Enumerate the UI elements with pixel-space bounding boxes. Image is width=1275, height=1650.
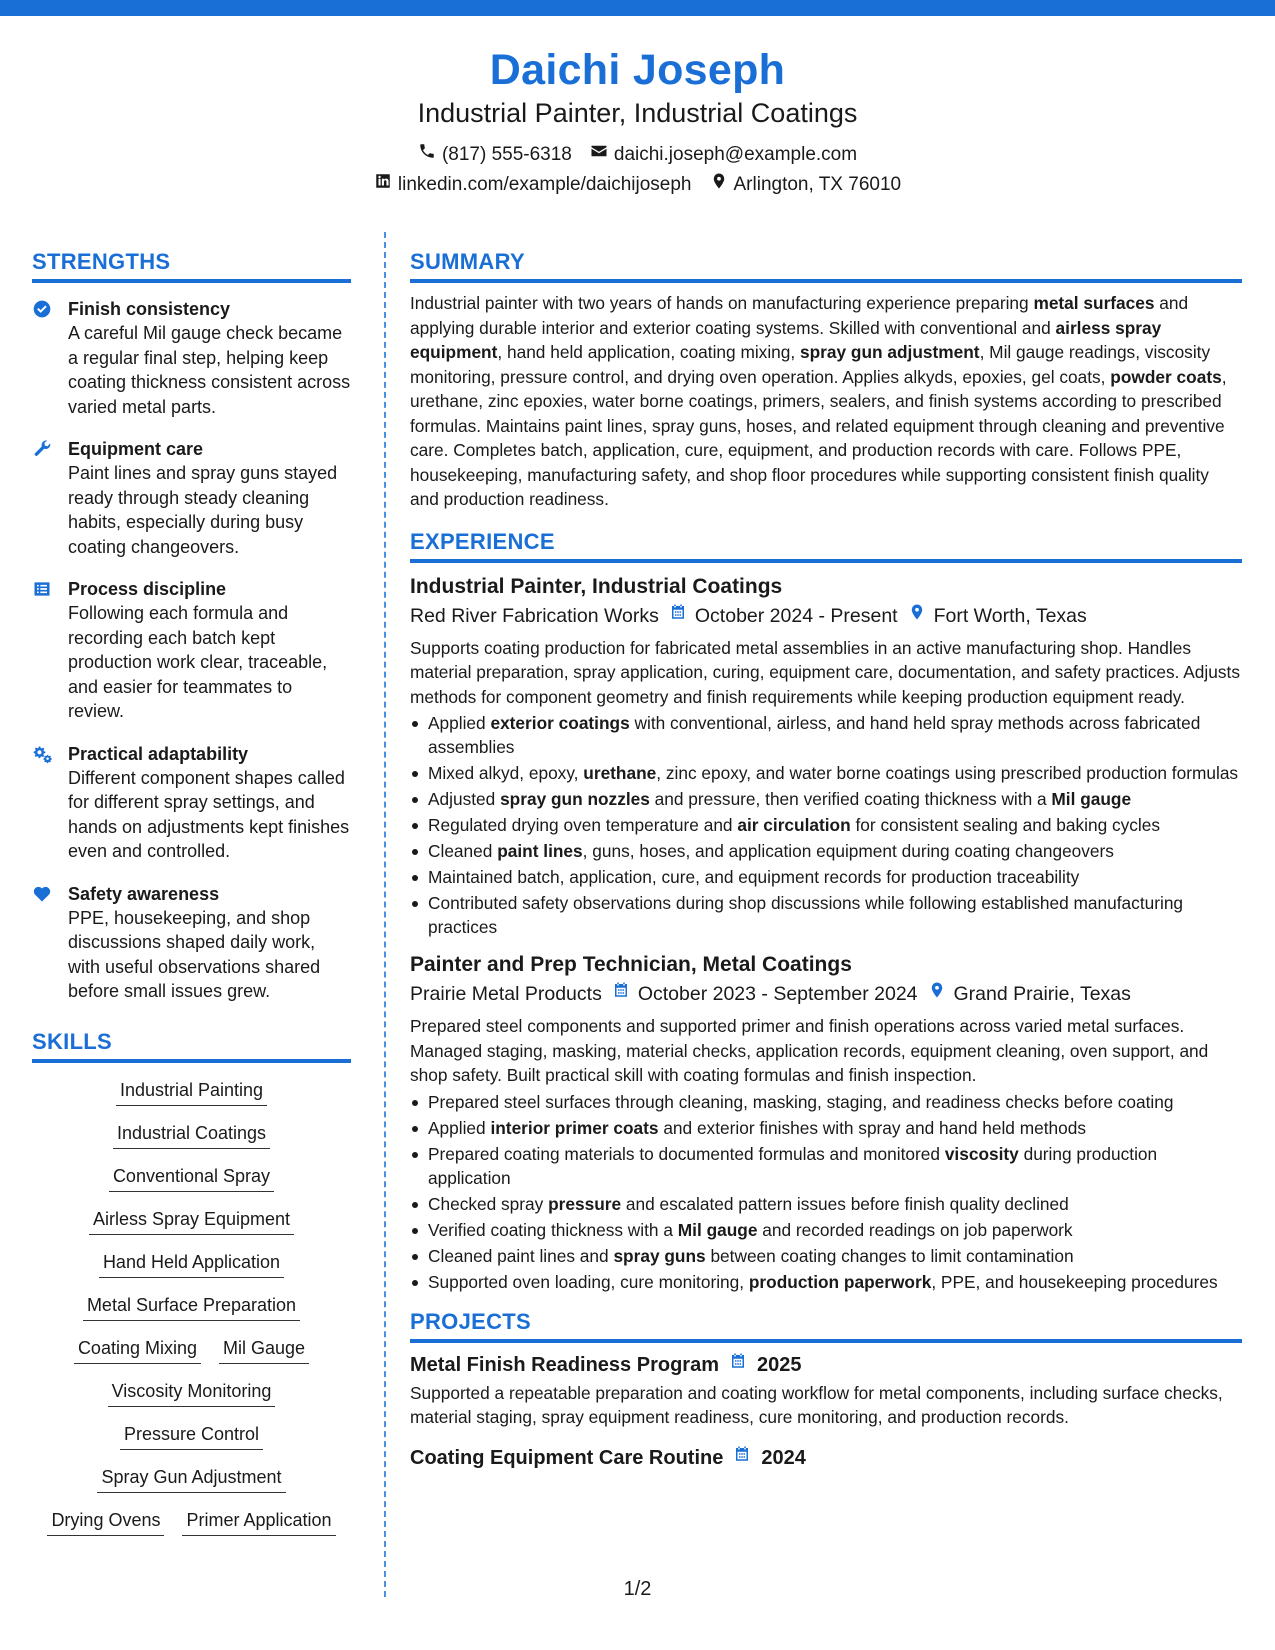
linkedin-text: linkedin.com/example/daichijoseph [397,174,692,195]
strength-body [68,882,351,1004]
text-run: Regulated drying oven temperature and [428,815,738,835]
bullet-item [410,1142,1242,1190]
bullet-item [410,1270,1242,1294]
skill-tag: Industrial Coatings [113,1120,270,1149]
strength-description: A careful Mil gauge check became a regular final step, helping keep coating thickness consistent across varied metal parts. [68,323,351,417]
strengths-list [32,297,351,1004]
bullet-item [410,1192,1242,1216]
job-dates [669,601,898,631]
job-description: Prepared steel components and supported primer and finish operations across varied metal surfaces. Managed staging, masking, material checks, application records, equipment cleaning, oven support, and shop safety. Built practical skill with coating formulas and finish inspection. [410,1016,1209,1085]
job-meta [410,979,1242,1009]
skill-tag: Viscosity Monitoring [108,1378,276,1407]
skill-tag: Industrial Painting [116,1077,267,1106]
bullet-item [410,711,1242,759]
bold-keyword: paint lines [497,841,583,861]
skills-list [32,1077,351,1536]
bold-keyword: air circulation [737,815,851,835]
text-run: and pressure, then verified coating thickness with a [649,789,1052,809]
company-name: Prairie Metal Products [410,983,602,1005]
strength-item [32,437,351,559]
strength-title: Equipment care [68,439,204,459]
list-icon [32,577,68,724]
text-run: Applied [428,1117,491,1138]
resume-header [0,44,1275,200]
text-run: , hand held application, coating mixing, [497,342,800,362]
project-year: 2024 [761,1446,806,1469]
bullet-item [410,891,1242,939]
linkedin-contact[interactable] [374,170,692,200]
map-pin-icon [710,170,728,200]
project-title [410,1444,1242,1472]
text-run: Cleaned [428,841,498,861]
strength-description: Different component shapes called for different spray settings, and hands on adjustments kept finishes even and controlled. [68,767,350,861]
text-run: Industrial painter with two years of hands on manufacturing experience preparing [410,293,1034,313]
summary-text [410,291,1242,512]
strength-title: Safety awareness [68,883,220,904]
top-accent-bar [0,0,1275,16]
strength-body [68,577,351,724]
bold-keyword: airless spray equipment [410,317,1162,362]
skill-tag: Spray Gun Adjustment [97,1464,285,1493]
text-run: Prepared coating materials to documented formulas and monitored [428,1143,945,1164]
bullet-item [410,1116,1242,1140]
strength-body [68,297,351,419]
skill-tag: Airless Spray Equipment [89,1206,294,1235]
column-divider [384,232,386,1597]
skills-heading: SKILLS [32,1028,351,1063]
linkedin-icon [374,170,392,200]
bullet-item [410,865,1242,889]
bold-keyword: powder coats [1110,366,1222,387]
strength-item [32,577,351,724]
projects-heading: PROJECTS [410,1308,1242,1343]
text-run: and applying durable interior and exterior coating systems. Skilled with conventional and [410,293,1189,338]
bold-keyword: spray gun adjustment [800,342,980,362]
candidate-headline: Industrial Painter, Industrial Coatings [417,98,858,128]
text-run: and escalated pattern issues before finish quality declined [621,1193,1069,1214]
experience-heading: EXPERIENCE [410,528,1242,563]
text-run: and recorded readings on job paperwork [757,1219,1073,1240]
page-number: 1/2 [623,1578,652,1600]
project-year: 2025 [756,1353,802,1376]
contact-row-2 [0,170,1275,200]
check-circle-icon [32,297,68,419]
text-run: with conventional, airless, and hand held spray methods across fabricated assemblies [428,713,1201,757]
bullet-item [410,813,1242,837]
text-run: Maintained batch, application, cure, and equipment records for production traceability [428,867,1080,887]
skill-tag: Pressure Control [120,1421,263,1450]
text-run: between coating changes to limit contamination [705,1245,1074,1266]
strength-item [32,882,351,1004]
job-dates-text: October 2024 - Present [694,604,898,627]
bullet-item [410,787,1242,811]
text-run: Applied [428,713,491,733]
bullet-item [410,1218,1242,1242]
phone-text: (817) 555-6318 [441,144,572,165]
skill-tag: Drying Ovens [47,1507,164,1536]
text-run: Checked spray [428,1193,549,1214]
strength-title: Process discipline [68,579,227,599]
bold-keyword: metal surfaces [1033,293,1155,313]
strength-title: Finish consistency [68,299,231,319]
contact-row-1 [0,140,1275,170]
candidate-name: Daichi Joseph [489,46,786,94]
bullet-item [410,1244,1242,1268]
text-run: Prepared steel surfaces through cleaning, masking, staging, and readiness checks before coating [428,1091,1174,1112]
text-run: Supported oven loading, cure monitoring, [428,1271,749,1292]
bold-keyword: Mil gauge [1051,789,1132,809]
job-entry [410,951,1242,1294]
email-contact[interactable] [590,140,857,170]
left-column [32,248,351,1536]
text-run: , urethane, zinc epoxies, water borne coatings, primers, sealers, and finish systems according to prescribed formulas. Maintains paint lines, spray guns, hoses, and related equipment through cleaning and preventive care. Completes batch, application, cure, equipment, and production records with care. Follows PPE, housekeeping, manufacturing safety, and shop floor procedures while supporting consistent finish quality and production readiness. [410,366,1227,509]
bold-keyword: urethane [583,763,657,783]
job-description: Supports coating production for fabricated metal assemblies in an active manufacturing shop. Handles material preparation, spray application, curing, equipment care, documentation, and safety practices. Adjusts methods for component geometry and finish requirements while keeping production equipment ready. [410,637,1240,707]
location-contact [710,170,902,200]
strength-item [32,742,351,864]
phone-contact[interactable] [418,140,572,170]
bold-keyword: exterior coatings [490,713,630,733]
wrench-icon [32,437,68,559]
text-run: and exterior finishes with spray and hand held methods [658,1117,1086,1138]
text-run: Mixed alkyd, epoxy, [428,763,584,783]
map-pin-icon [928,979,946,1009]
bold-keyword: spray gun nozzles [500,789,650,809]
summary-heading: SUMMARY [410,248,1242,283]
calendar-icon [669,601,687,631]
strengths-heading: STRENGTHS [32,248,351,283]
bold-keyword: Mil gauge [677,1219,758,1240]
bold-keyword: spray guns [613,1245,706,1266]
bullet-item [410,1090,1242,1114]
strength-item [32,297,351,419]
project-entry [410,1444,1242,1472]
project-title [410,1351,1242,1379]
project-entry [410,1351,1242,1430]
strength-description: PPE, housekeeping, and shop discussions shaped daily work, with useful observations shared before small issues grew. [68,907,321,1001]
strength-body [68,742,351,864]
bold-keyword: pressure [548,1193,622,1214]
text-run: , Mil gauge readings, viscosity monitoring, pressure control, and drying oven operation. Applies alkyds, epoxies, gel coats, [410,342,1211,387]
bullet-item [410,761,1242,785]
experience-list [410,573,1242,1294]
text-run: , guns, hoses, and application equipment during coating changeovers [582,841,1114,861]
skill-tag: Mil Gauge [219,1335,309,1364]
calendar-icon [729,1351,747,1379]
text-run: Contributed safety observations during shop discussions while following established manufacturing practices [428,893,1184,937]
bold-keyword: production paperwork [748,1271,932,1292]
job-location [908,601,1087,631]
email-text: daichi.joseph@example.com [613,144,858,165]
text-run: Cleaned paint lines and [428,1245,614,1266]
map-pin-icon [908,601,926,631]
bullet-item [410,839,1242,863]
job-meta [410,601,1242,631]
calendar-icon [612,979,630,1009]
skill-tag: Hand Held Application [99,1249,284,1278]
location-text: Arlington, TX 76010 [733,174,902,195]
bold-keyword: interior primer coats [490,1117,659,1138]
job-title: Industrial Painter, Industrial Coatings [410,574,783,598]
project-title-text: Metal Finish Readiness Program [410,1353,719,1376]
company-name: Red River Fabrication Works [410,604,659,627]
phone-icon [418,140,436,170]
calendar-icon [733,1444,751,1472]
skill-tag: Conventional Spray [109,1163,274,1192]
bold-keyword: viscosity [944,1143,1019,1164]
text-run: during production application [428,1143,1158,1188]
right-column [410,248,1242,1472]
projects-list [410,1351,1242,1472]
job-location-text: Fort Worth, Texas [933,604,1087,627]
project-title-text: Coating Equipment Care Routine [410,1446,724,1469]
text-run: Verified coating thickness with a [428,1219,678,1240]
job-bullets [410,1090,1242,1294]
strength-description: Paint lines and spray guns stayed ready through steady cleaning habits, especially during busy coating changeovers. [68,463,338,557]
text-run: , zinc epoxy, and water borne coatings using prescribed production formulas [656,763,1239,783]
strength-body [68,437,351,559]
job-location-text: Grand Prairie, Texas [953,983,1131,1005]
strength-title: Practical adaptability [68,743,249,764]
job-location [928,979,1131,1009]
project-description: Supported a repeatable preparation and coating workflow for metal components, including surface checks, material staging, spray equipment readiness, cure monitoring, and production records. [410,1382,1223,1427]
skill-tag: Coating Mixing [74,1335,201,1364]
envelope-icon [590,140,608,170]
job-entry [410,573,1242,940]
strength-description: Following each formula and recording each batch kept production work clear, traceable, and easier for teammates to review. [68,603,328,721]
job-dates [612,979,918,1009]
text-run: for consistent sealing and baking cycles [850,815,1160,835]
text-run: , PPE, and housekeeping procedures [931,1271,1218,1292]
job-bullets [410,711,1242,939]
text-run: Adjusted [428,789,501,809]
skill-tag: Primer Application [182,1507,335,1536]
job-dates-text: October 2023 - September 2024 [637,983,918,1005]
heart-icon [32,882,68,1004]
job-title: Painter and Prep Technician, Metal Coatings [410,953,852,976]
skill-tag: Metal Surface Preparation [83,1292,300,1321]
gears-icon [32,742,68,864]
